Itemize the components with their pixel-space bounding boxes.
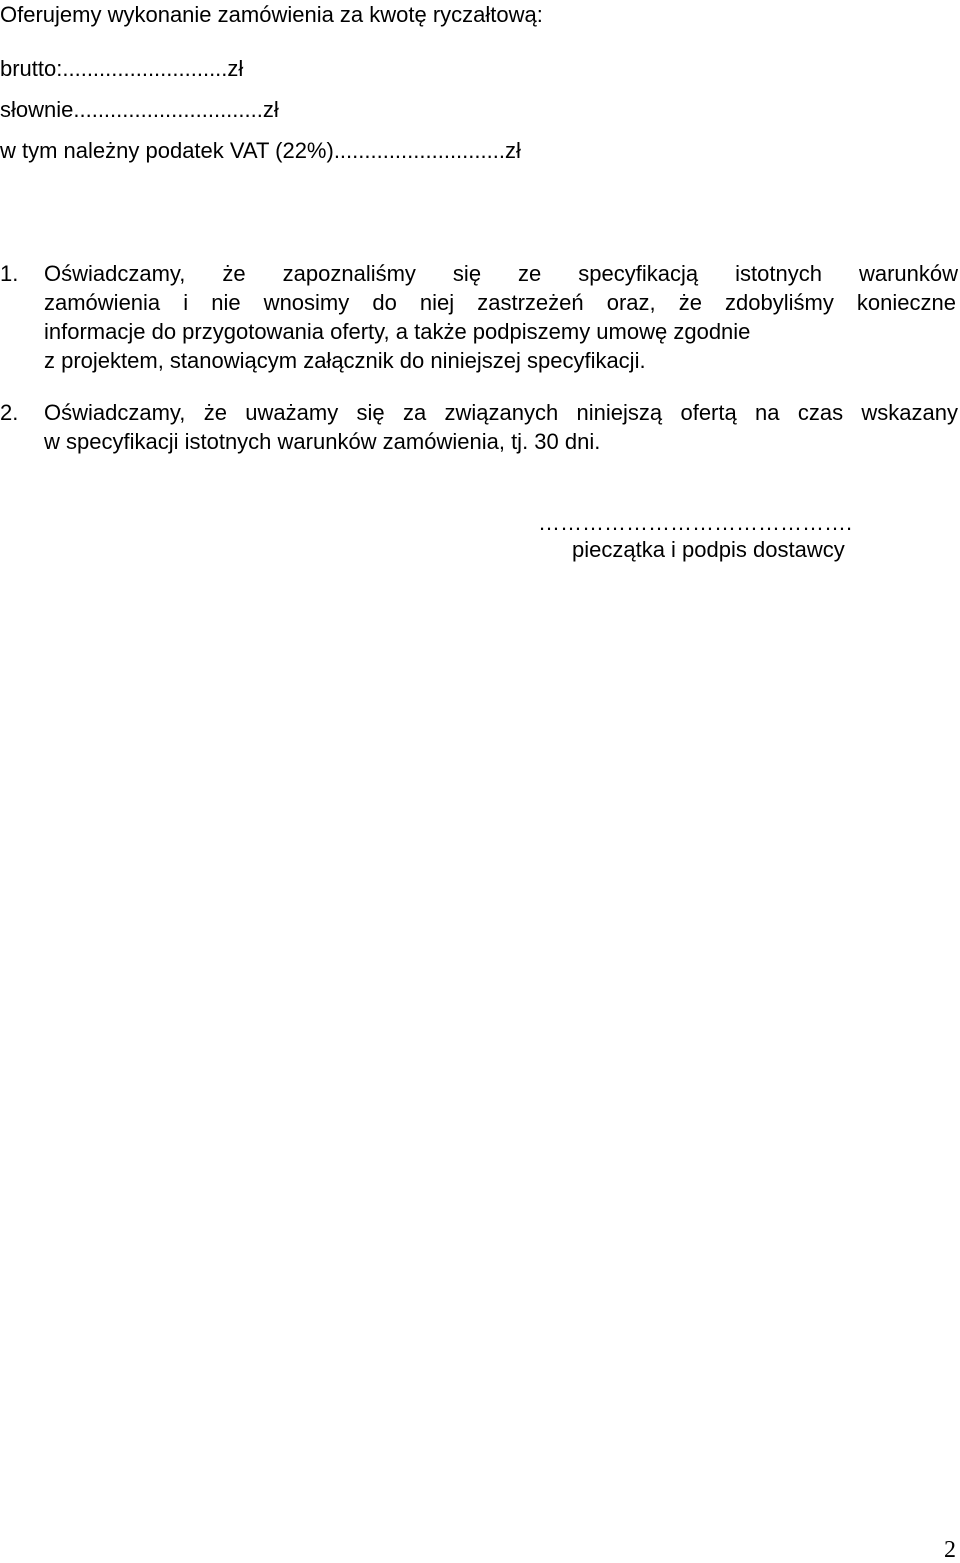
page-number: 2 [944, 1537, 956, 1563]
declaration-number: 1. [0, 261, 19, 286]
signature-label: pieczątka i podpis dostawcy [572, 537, 845, 562]
vat-line: w tym należny podatek VAT (22%)............................zł [0, 138, 521, 163]
declaration-line: Oświadczamy, że uważamy się za związanych niniejszą ofertą na czas wskazany [44, 400, 958, 425]
declaration-line: z projektem, stanowiącym załącznik do niniejszej specyfikacji. [44, 348, 646, 373]
declaration-line: w specyfikacji istotnych warunków zamówienia, tj. 30 dni. [44, 429, 601, 454]
offer-heading: Oferujemy wykonanie zamówienia za kwotę ryczałtową: [0, 2, 543, 27]
declaration-line: zamówienia i nie wnosimy do niej zastrzeżeń oraz, że zdobyliśmy konieczne [44, 290, 956, 315]
declaration-line: Oświadczamy, że zapoznaliśmy się ze specyfikacją istotnych warunków [44, 261, 958, 286]
declaration-line: informacje do przygotowania oferty, a także podpiszemy umowę zgodnie [44, 319, 751, 344]
declaration-number: 2. [0, 400, 19, 425]
signature-dotted-line: ……………………………………. [538, 510, 853, 535]
amount-in-words-line: słownie...............................zł [0, 97, 279, 122]
gross-amount-line: brutto:...........................zł [0, 56, 244, 81]
